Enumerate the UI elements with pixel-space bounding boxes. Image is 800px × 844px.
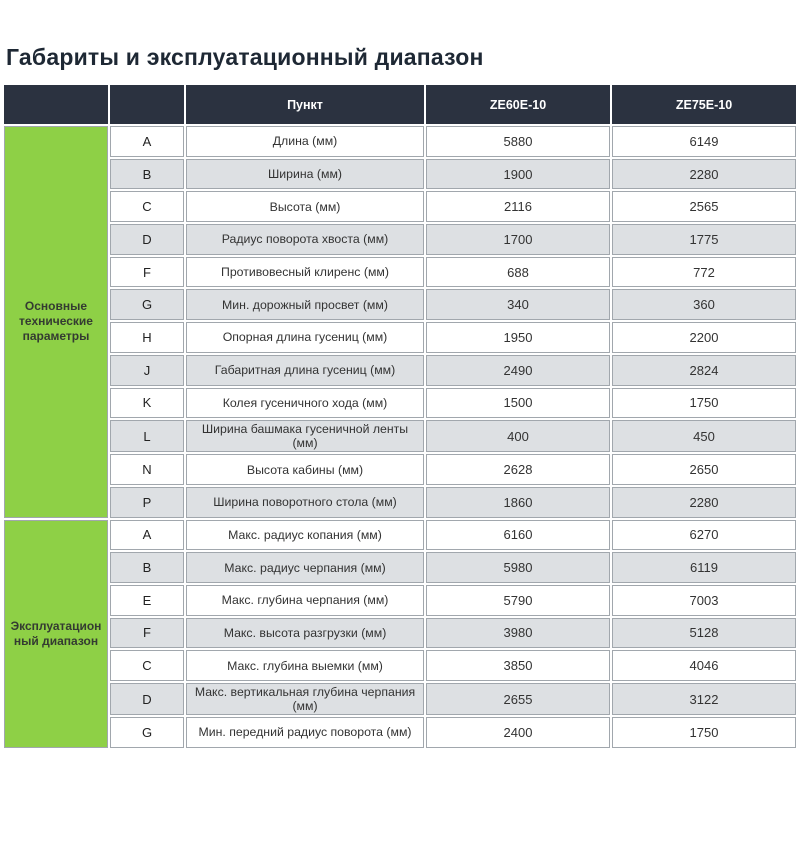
value-ze75e-10: 772 xyxy=(612,257,796,288)
header-blank-section xyxy=(4,85,108,124)
header-model-ze75e-10: ZE75E-10 xyxy=(612,85,796,124)
table-row xyxy=(4,159,796,190)
table-row xyxy=(4,585,796,616)
row-letter: K xyxy=(110,388,184,419)
row-letter: J xyxy=(110,355,184,386)
param-name: Высота (мм) xyxy=(186,191,424,222)
value-ze60e-10: 2628 xyxy=(426,454,610,485)
value-ze75e-10: 2565 xyxy=(612,191,796,222)
param-name: Макс. радиус черпания (мм) xyxy=(186,552,424,583)
section-label: Основные технические параметры xyxy=(4,126,108,518)
value-ze75e-10: 6119 xyxy=(612,552,796,583)
value-ze60e-10: 1500 xyxy=(426,388,610,419)
header-item-column: Пункт xyxy=(186,85,424,124)
table-row xyxy=(4,552,796,583)
value-ze75e-10: 3122 xyxy=(612,683,796,715)
row-letter: N xyxy=(110,454,184,485)
param-name: Опорная длина гусениц (мм) xyxy=(186,322,424,353)
value-ze75e-10: 450 xyxy=(612,420,796,452)
value-ze60e-10: 340 xyxy=(426,289,610,320)
specs-table-body xyxy=(4,126,796,748)
row-letter: F xyxy=(110,618,184,649)
table-row xyxy=(4,289,796,320)
value-ze60e-10: 3980 xyxy=(426,618,610,649)
table-row xyxy=(4,355,796,386)
table-row xyxy=(4,487,796,518)
param-name: Ширина (мм) xyxy=(186,159,424,190)
param-name: Габаритная длина гусениц (мм) xyxy=(186,355,424,386)
value-ze75e-10: 2280 xyxy=(612,487,796,518)
value-ze75e-10: 6270 xyxy=(612,520,796,551)
table-row xyxy=(4,257,796,288)
value-ze75e-10: 360 xyxy=(612,289,796,320)
param-name: Колея гусеничного хода (мм) xyxy=(186,388,424,419)
row-letter: G xyxy=(110,289,184,320)
row-letter: C xyxy=(110,191,184,222)
param-name: Радиус поворота хвоста (мм) xyxy=(186,224,424,255)
value-ze60e-10: 2655 xyxy=(426,683,610,715)
table-row xyxy=(4,618,796,649)
row-letter: P xyxy=(110,487,184,518)
row-letter: G xyxy=(110,717,184,748)
value-ze75e-10: 2824 xyxy=(612,355,796,386)
table-row xyxy=(4,420,796,452)
value-ze60e-10: 5980 xyxy=(426,552,610,583)
row-letter: A xyxy=(110,520,184,551)
value-ze60e-10: 400 xyxy=(426,420,610,452)
row-letter: F xyxy=(110,257,184,288)
table-row xyxy=(4,683,796,715)
row-letter: C xyxy=(110,650,184,681)
header-blank-letter xyxy=(110,85,184,124)
param-name: Противовесный клиренс (мм) xyxy=(186,257,424,288)
value-ze60e-10: 6160 xyxy=(426,520,610,551)
table-row xyxy=(4,322,796,353)
row-letter: B xyxy=(110,552,184,583)
value-ze60e-10: 1900 xyxy=(426,159,610,190)
table-row xyxy=(4,388,796,419)
value-ze60e-10: 1950 xyxy=(426,322,610,353)
param-name: Мин. передний радиус поворота (мм) xyxy=(186,717,424,748)
param-name: Высота кабины (мм) xyxy=(186,454,424,485)
param-name: Макс. высота разгрузки (мм) xyxy=(186,618,424,649)
value-ze60e-10: 688 xyxy=(426,257,610,288)
value-ze75e-10: 2280 xyxy=(612,159,796,190)
value-ze60e-10: 2490 xyxy=(426,355,610,386)
value-ze60e-10: 3850 xyxy=(426,650,610,681)
row-letter: B xyxy=(110,159,184,190)
specs-table xyxy=(2,83,798,750)
section-label: Эксплуатационный диапазон xyxy=(4,520,108,748)
row-letter: L xyxy=(110,420,184,452)
table-row xyxy=(4,650,796,681)
table-row xyxy=(4,126,796,157)
row-letter: H xyxy=(110,322,184,353)
value-ze60e-10: 5880 xyxy=(426,126,610,157)
value-ze75e-10: 1750 xyxy=(612,388,796,419)
value-ze75e-10: 5128 xyxy=(612,618,796,649)
table-row xyxy=(4,520,796,551)
value-ze75e-10: 2650 xyxy=(612,454,796,485)
page-title: Габариты и эксплуатационный диапазон xyxy=(6,44,484,70)
row-letter: D xyxy=(110,224,184,255)
param-name: Ширина башмака гусеничной ленты (мм) xyxy=(186,420,424,452)
param-name: Ширина поворотного стола (мм) xyxy=(186,487,424,518)
value-ze75e-10: 1750 xyxy=(612,717,796,748)
table-row xyxy=(4,191,796,222)
param-name: Макс. глубина черпания (мм) xyxy=(186,585,424,616)
row-letter: D xyxy=(110,683,184,715)
row-letter: A xyxy=(110,126,184,157)
header-row xyxy=(4,85,796,124)
table-row xyxy=(4,717,796,748)
param-name: Макс. вертикальная глубина черпания (мм) xyxy=(186,683,424,715)
value-ze75e-10: 1775 xyxy=(612,224,796,255)
value-ze75e-10: 6149 xyxy=(612,126,796,157)
value-ze75e-10: 7003 xyxy=(612,585,796,616)
table-row xyxy=(4,454,796,485)
value-ze60e-10: 2400 xyxy=(426,717,610,748)
row-letter: E xyxy=(110,585,184,616)
value-ze60e-10: 5790 xyxy=(426,585,610,616)
value-ze60e-10: 2116 xyxy=(426,191,610,222)
header-model-ze60e-10: ZE60E-10 xyxy=(426,85,610,124)
param-name: Макс. радиус копания (мм) xyxy=(186,520,424,551)
value-ze75e-10: 4046 xyxy=(612,650,796,681)
value-ze75e-10: 2200 xyxy=(612,322,796,353)
value-ze60e-10: 1860 xyxy=(426,487,610,518)
table-row xyxy=(4,224,796,255)
specs-table-header xyxy=(4,85,796,124)
param-name: Макс. глубина выемки (мм) xyxy=(186,650,424,681)
param-name: Длина (мм) xyxy=(186,126,424,157)
value-ze60e-10: 1700 xyxy=(426,224,610,255)
param-name: Мин. дорожный просвет (мм) xyxy=(186,289,424,320)
